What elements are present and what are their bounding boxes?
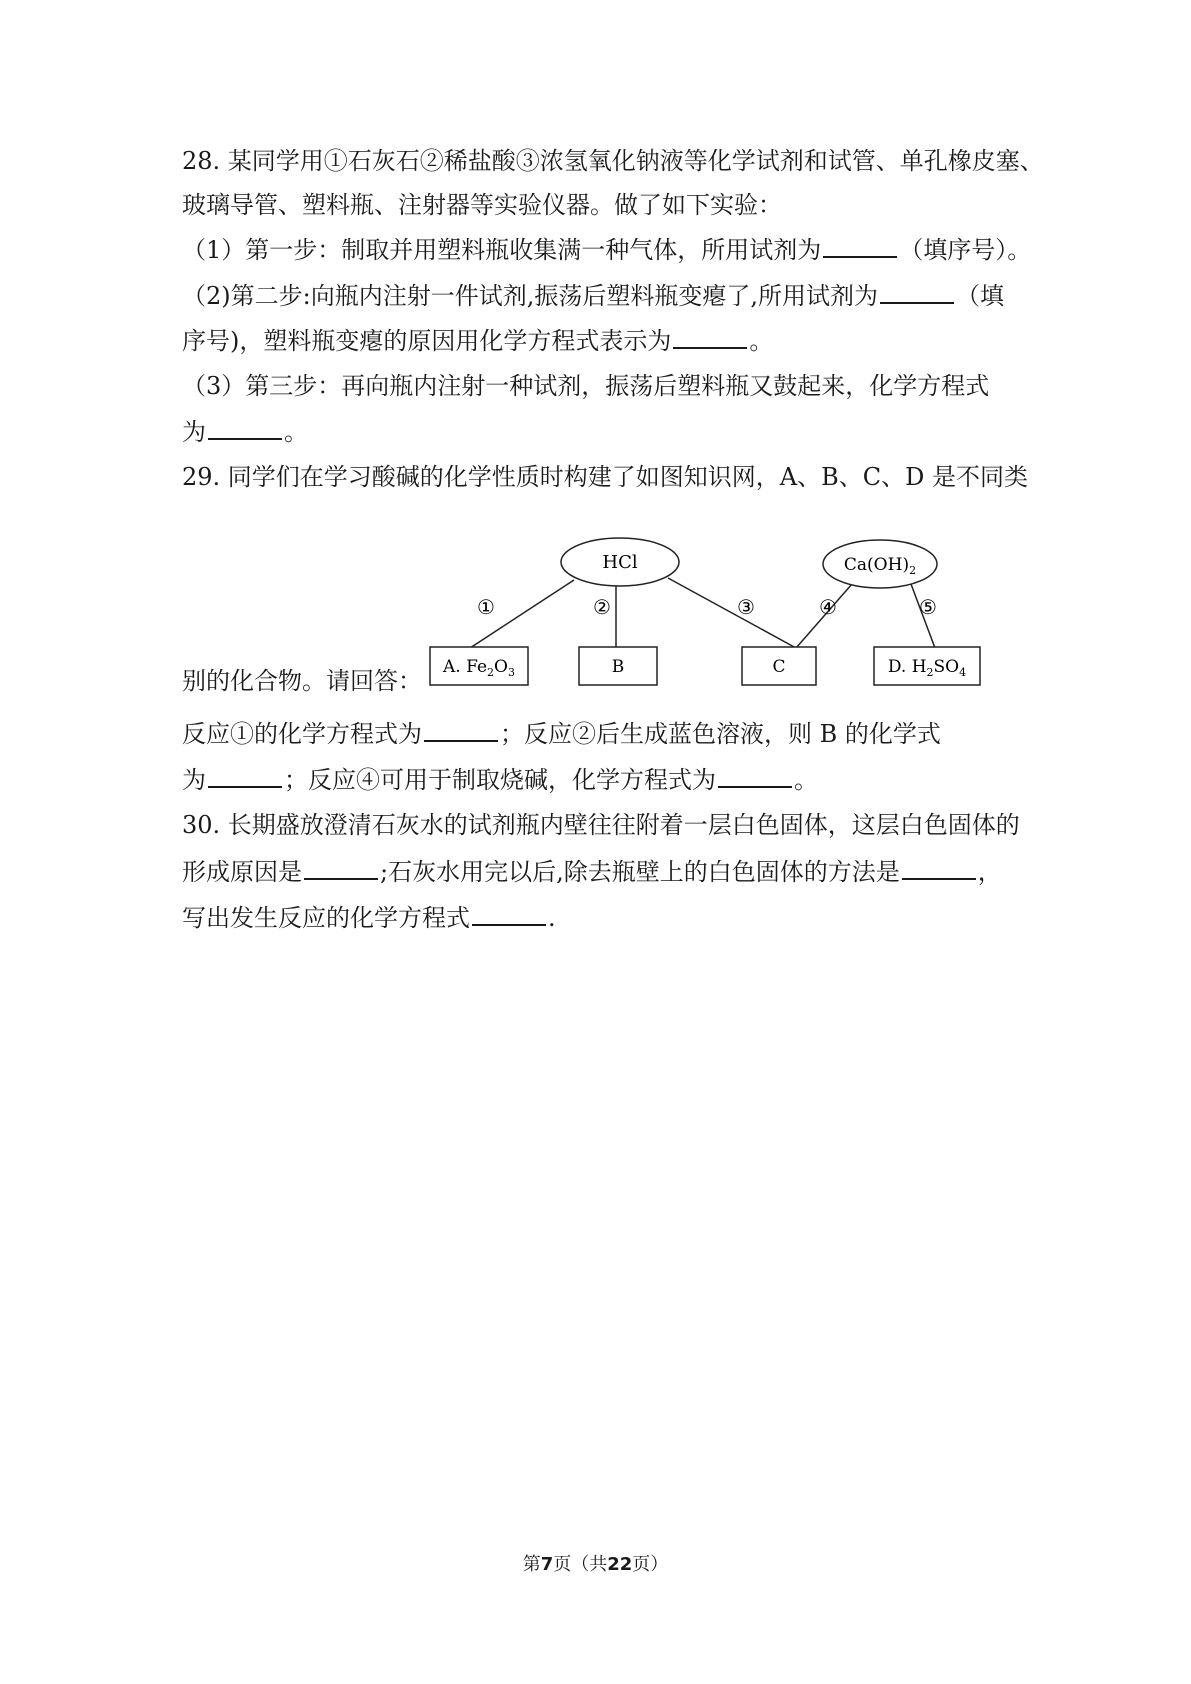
- q28-line-5: [182, 325, 1022, 356]
- answer-blank[interactable]: [304, 856, 378, 880]
- q28-part2-text: （2)第二步:向瓶内注射一件试剂,振荡后塑料瓶变瘪了,所用试剂为: [182, 282, 878, 310]
- q30-line-2: [182, 856, 1022, 887]
- reaction-4-label: ④: [819, 595, 837, 619]
- q29-line-2: 别的化合物。请回答：: [182, 667, 422, 695]
- q29-prefix: 为: [182, 766, 206, 794]
- q28-part3-prefix: 为: [182, 418, 206, 446]
- q28-line-2: 玻璃导管、塑料瓶、注射器等实验仪器。做了如下实验：: [182, 191, 782, 219]
- q28-part2-end: 。: [749, 327, 774, 355]
- caoh2-label: $Ca(OH)_2$: [843, 555, 917, 577]
- q29-line-1: 29. 同学们在学习酸碱的化学性质时构建了如图知识网，A、B、C、D 是不同类: [182, 463, 1028, 491]
- q28-line-7: [182, 416, 1022, 447]
- q30-cause-text: 形成原因是: [182, 858, 302, 886]
- q28-line-1: 28. 某同学用①石灰石②稀盐酸③浓氢氧化钠液等化学试剂和试管、单孔橡皮塞、: [182, 147, 1044, 175]
- box-a-label: A. $Fe_2O_3$: [443, 657, 515, 679]
- q29-line-3: [182, 718, 1022, 749]
- reaction-2-label: ②: [593, 595, 611, 619]
- q28-part3-end: 。: [284, 418, 308, 446]
- q29-reaction4-text: ；反应④可用于制取烧碱，化学方程式为: [284, 766, 716, 794]
- box-d-label: D. $H_2SO_4$: [887, 657, 967, 679]
- q30-line-1: 30. 长期盛放澄清石灰水的试剂瓶内壁往往附着一层白色固体，这层白色固体的: [182, 811, 1020, 839]
- reaction-5-label: ⑤: [919, 595, 937, 619]
- footer-prefix: 第: [522, 1554, 541, 1575]
- q30-equation-text: 写出发生反应的化学方程式: [182, 904, 470, 932]
- q30-end: .: [548, 904, 556, 932]
- hcl-label: HCl: [602, 552, 638, 573]
- footer-middle: 页（共: [553, 1554, 608, 1575]
- q28-part2-cont: 序号)，塑料瓶变瘪的原因用化学方程式表示为: [182, 327, 672, 355]
- page-footer: [0, 1550, 1191, 1576]
- q29-reaction2-text: ；反应②后生成蓝色溶液，则 B 的化学式: [500, 720, 941, 748]
- page-total: 22: [607, 1554, 633, 1575]
- q29-reaction1-text: 反应①的化学方程式为: [182, 720, 422, 748]
- answer-blank[interactable]: [718, 764, 792, 788]
- answer-blank[interactable]: [472, 902, 546, 926]
- answer-blank[interactable]: [208, 416, 282, 440]
- page-number: 7: [540, 1554, 554, 1575]
- q30-method-text: ;石灰水用完以后,除去瓶壁上的白色固体的方法是: [380, 858, 900, 886]
- q29-end: 。: [794, 766, 818, 794]
- reaction-1-label: ①: [477, 595, 495, 619]
- q29-line-4: [182, 764, 1022, 795]
- answer-blank[interactable]: [823, 234, 897, 258]
- box-c-label: C: [772, 657, 786, 677]
- q30-comma: ，: [977, 858, 1002, 886]
- q28-line-3: [182, 234, 1032, 265]
- reaction-3-label: ③: [737, 595, 755, 619]
- q28-part2-suffix: （填: [955, 282, 1004, 310]
- answer-blank[interactable]: [902, 856, 976, 880]
- footer-suffix: 页）: [632, 1554, 669, 1575]
- box-b-label: B: [611, 657, 625, 677]
- answer-blank[interactable]: [208, 764, 282, 788]
- q28-line-4: [182, 280, 1022, 311]
- answer-blank[interactable]: [880, 280, 954, 304]
- q28-part1-text: （1）第一步：制取并用塑料瓶收集满一种气体，所用试剂为: [182, 236, 822, 264]
- link-3: [668, 578, 796, 648]
- answer-blank[interactable]: [424, 718, 498, 742]
- q28-part1-suffix: （填序号）。: [899, 236, 1032, 264]
- answer-blank[interactable]: [673, 325, 747, 349]
- q28-line-6: （3）第三步：再向瓶内注射一种试剂，振荡后塑料瓶又鼓起来，化学方程式: [182, 372, 990, 400]
- q30-line-3: [182, 902, 1022, 933]
